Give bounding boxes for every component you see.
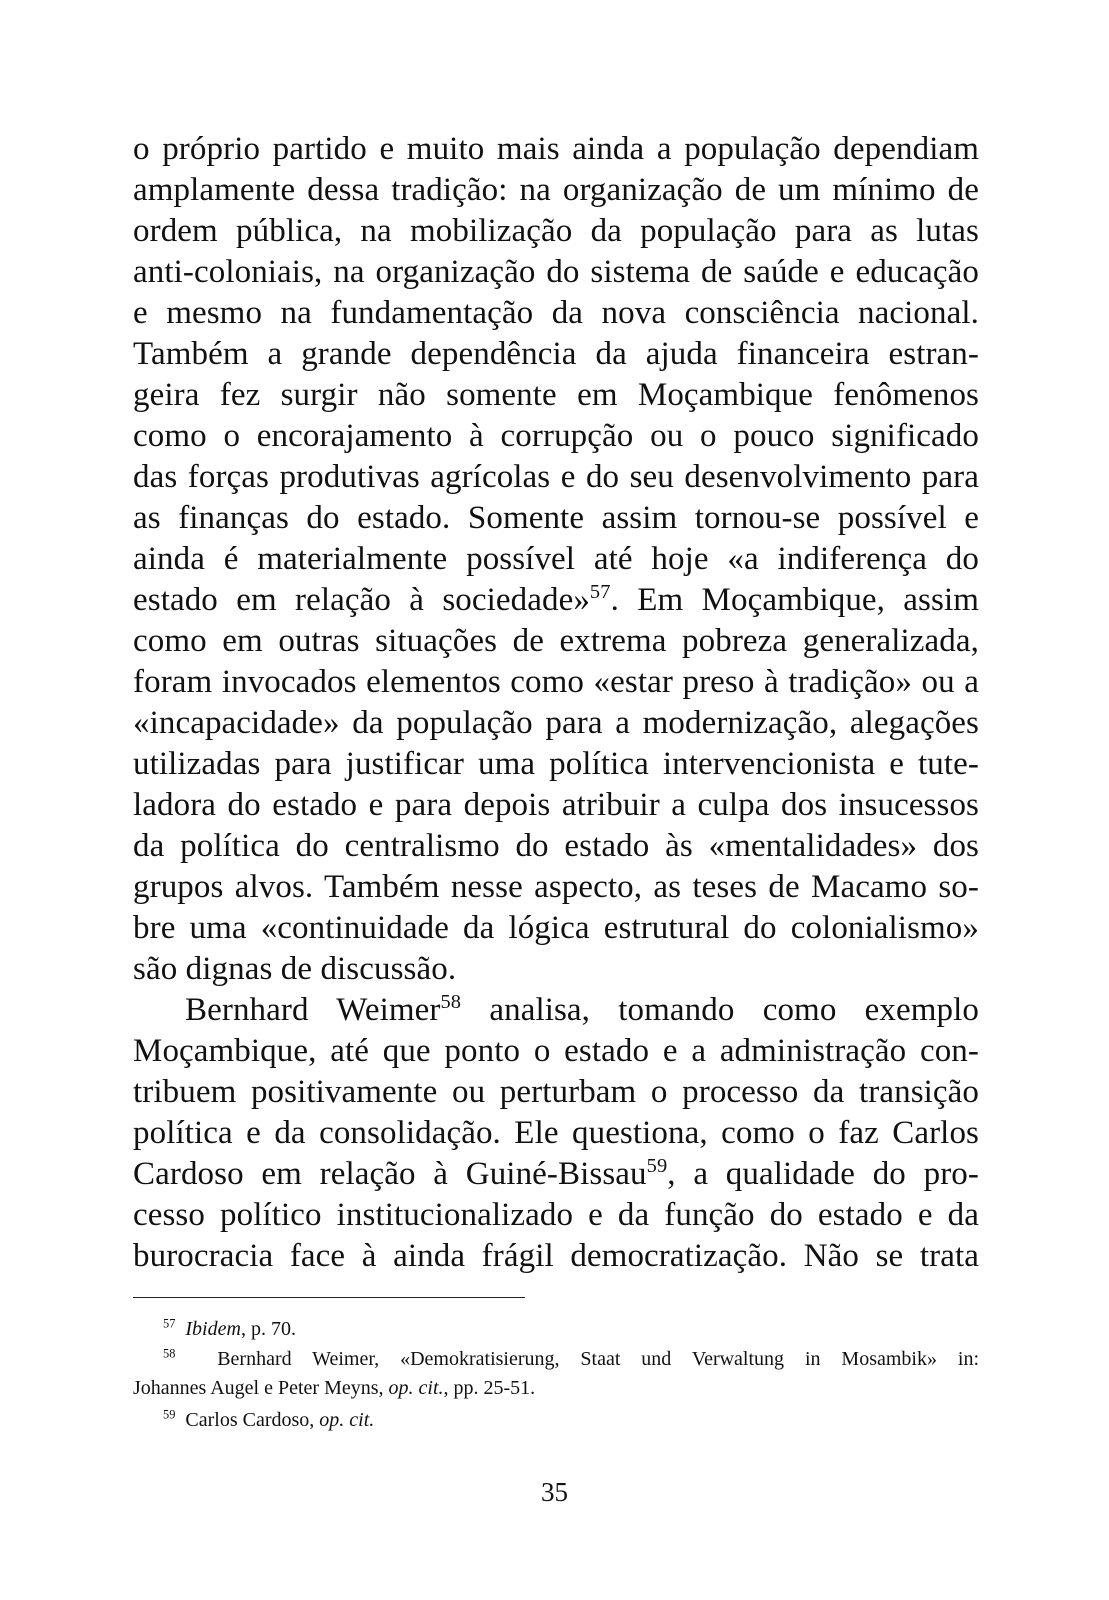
footnote-text: , pp. 25-51. [443, 1377, 536, 1399]
footnote-ref-58: 58 [440, 991, 462, 1013]
text-line: ordem pública, na mobilização da população para as lutas [133, 213, 979, 249]
footnote-italic: Ibidem [185, 1318, 241, 1340]
text-line [185, 989, 979, 1031]
text-line: cesso político institucionalizado e da função do estado e da [133, 1197, 979, 1233]
text-line: «incapacidade» da população para a modernização, alegações [133, 705, 979, 741]
text-line: geira fez surgir não somente em Moçambique fenômenos [133, 377, 979, 413]
text-line: Moçambique, até que ponto o estado e a administração con- [133, 1033, 979, 1069]
footnote-text: Johannes Augel e Peter Meyns, [133, 1377, 389, 1399]
text-line: amplamente dessa tradição: na organização de um mínimo de [133, 172, 979, 208]
text-segment: estado em relação à sociedade» [133, 582, 590, 618]
footnote-number: 59 [163, 1407, 176, 1422]
text-line: ladora do estado e para depois atribuir a culpa dos insucessos [133, 787, 979, 823]
text-line: bre uma «continuidade da lógica estrutural do colonialismo» [133, 910, 979, 946]
footnote-59 [163, 1407, 979, 1433]
footnote-text: Carlos Cardoso, [185, 1409, 320, 1431]
text-segment: Bernhard Weimer [185, 992, 441, 1028]
text-segment: . Em Moçambique, assim [610, 582, 979, 618]
footnote-italic: op. cit. [388, 1377, 444, 1399]
footnote-number: 57 [163, 1316, 176, 1331]
footnote-divider [133, 1297, 525, 1298]
footnote-58-continued [133, 1375, 979, 1401]
text-line: tribuem positivamente ou perturbam o processo da transição [133, 1074, 979, 1110]
text-line: anti-coloniais, na organização do sistema de saúde e educação [133, 254, 979, 290]
footnote-text: , p. 70. [240, 1318, 296, 1340]
footnote-text: Bernhard Weimer, «Demokratisierung, Staat und Verwaltung in Mosambik» in: [217, 1348, 980, 1370]
footnote-57 [163, 1316, 979, 1342]
footnote-italic: op. cit. [319, 1409, 375, 1431]
text-line: como o encorajamento à corrupção ou o pouco significado [133, 418, 979, 454]
text-line: ainda é materialmente possível até hoje «a indiferença do [133, 541, 979, 577]
text-line: as finanças do estado. Somente assim tornou-se possível e [133, 500, 979, 536]
text-line [133, 1153, 979, 1195]
text-line: o próprio partido e muito mais ainda a população dependiam [133, 131, 979, 167]
page-number: 35 [541, 1477, 568, 1507]
text-line [133, 579, 979, 621]
text-line: grupos alvos. Também nesse aspecto, as teses de Macamo so- [133, 869, 979, 905]
text-line: como em outras situações de extrema pobreza generalizada, [133, 623, 979, 659]
text-line: são dignas de discussão. [133, 951, 457, 987]
footnote-58 [163, 1346, 979, 1372]
text-line: burocracia face à ainda frágil democratização. Não se trata [133, 1238, 979, 1274]
text-line: foram invocados elementos como «estar preso à tradição» ou a [133, 664, 979, 700]
text-segment: , a qualidade do pro- [667, 1156, 979, 1192]
footnote-number: 58 [163, 1346, 176, 1361]
text-line: das forças produtivas agrícolas e do seu desenvolvimento para [133, 459, 979, 495]
footnote-ref-57: 57 [589, 581, 611, 603]
text-segment: analisa, tomando como exemplo [461, 992, 979, 1028]
text-line: política e da consolidação. Ele questiona, como o faz Carlos [133, 1115, 979, 1151]
text-line: e mesmo na fundamentação da nova consciência nacional. [133, 295, 979, 331]
text-segment: Cardoso em relação à Guiné-Bissau [133, 1156, 647, 1192]
text-line: Também a grande dependência da ajuda financeira estran- [133, 336, 979, 372]
text-line: da política do centralismo do estado às «mentalidades» dos [133, 828, 979, 864]
text-line: utilizadas para justificar uma política intervencionista e tute- [133, 746, 979, 782]
footnote-ref-59: 59 [646, 1155, 668, 1177]
